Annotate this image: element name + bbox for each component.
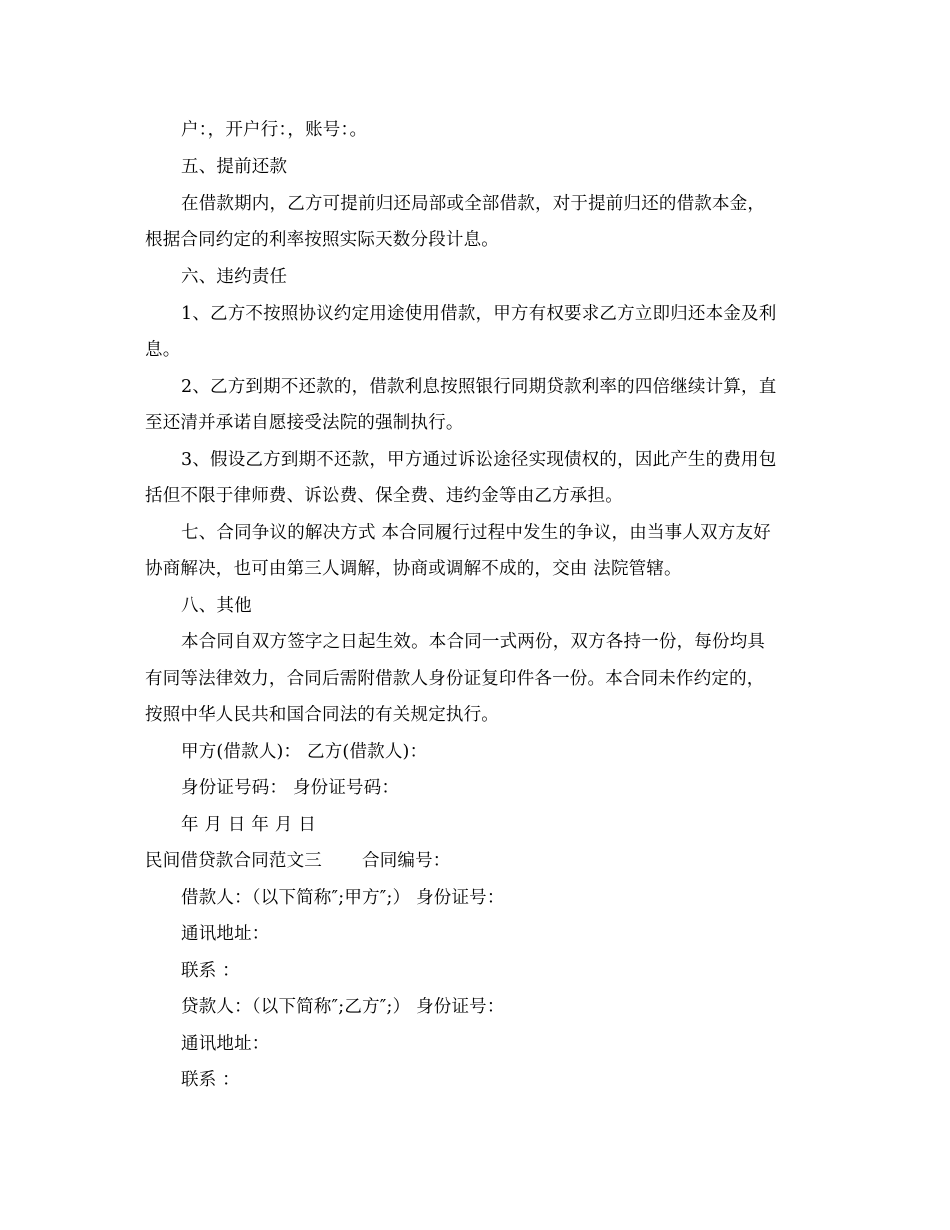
section-heading-breach-liability: 六、违约责任 bbox=[181, 267, 288, 287]
payment-account-line: 户：，开户行：，账号：。 bbox=[181, 120, 368, 140]
section-heading-early-repayment: 五、提前还款 bbox=[181, 157, 288, 177]
sample-three-heading bbox=[145, 850, 810, 872]
date-line: 年 月 日 年 月 日 bbox=[181, 815, 317, 835]
paragraph-line: 本合同自双方签字之日起生效。本合同一式两份，双方各持一份，每份均具 bbox=[181, 632, 766, 652]
paragraph-line: 协商解决，也可由第三人调解，协商或调解不成的，交由 法院管辖。 bbox=[145, 559, 682, 579]
paragraph-line: 2、乙方到期不还款的，借款利息按照银行同期贷款利率的四倍继续计算，直 bbox=[181, 377, 777, 397]
paragraph-line: 在借款期内，乙方可提前归还局部或全部借款，对于提前归还的借款本金， bbox=[181, 194, 766, 214]
paragraph-line: 按照中华人民共和国合同法的有关规定执行。 bbox=[145, 705, 499, 725]
borrower-address-line: 通讯地址： bbox=[181, 924, 270, 944]
paragraph-line: 息。 bbox=[145, 340, 181, 360]
paragraph-line: 至还清并承诺自愿接受法院的强制执行。 bbox=[145, 413, 464, 433]
paragraph-line: 括但不限于律师费、诉讼费、保全费、违约金等由乙方承担。 bbox=[145, 486, 623, 506]
paragraph-line: 1、乙方不按照协议约定用途使用借款，甲方有权要求乙方立即归还本金及利 bbox=[181, 304, 777, 324]
lender-contact-line: 联系 ： bbox=[181, 1070, 240, 1090]
contract-number-label: 合同编号： bbox=[362, 851, 451, 871]
paragraph-line: 根据合同约定的利率按照实际天数分段计息。 bbox=[145, 230, 499, 250]
signature-parties-line: 甲方(借款人)： 乙方(借款人)： bbox=[181, 742, 428, 762]
lender-address-line: 通讯地址： bbox=[181, 1034, 270, 1054]
id-number-line: 身份证号码： 身份证号码： bbox=[181, 778, 400, 798]
borrower-line: 借款人：（以下简称″;甲方″;） 身份证号： bbox=[181, 888, 505, 908]
borrower-contact-line: 联系 ： bbox=[181, 961, 240, 981]
lender-line: 贷款人：（以下简称″;乙方″;） 身份证号： bbox=[181, 997, 505, 1017]
section-heading-other: 八、其他 bbox=[181, 596, 252, 616]
paragraph-line: 七、合同争议的解决方式 本合同履行过程中发生的争议，由当事人双方友好 bbox=[181, 523, 771, 543]
paragraph-line: 有同等法律效力，合同后需附借款人身份证复印件各一份。本合同未作约定的， bbox=[145, 669, 765, 689]
sample-three-title: 民间借贷款合同范文三 bbox=[145, 851, 322, 871]
paragraph-line: 3、假设乙方到期不还款，甲方通过诉讼途径实现债权的，因此产生的费用包 bbox=[181, 450, 777, 470]
